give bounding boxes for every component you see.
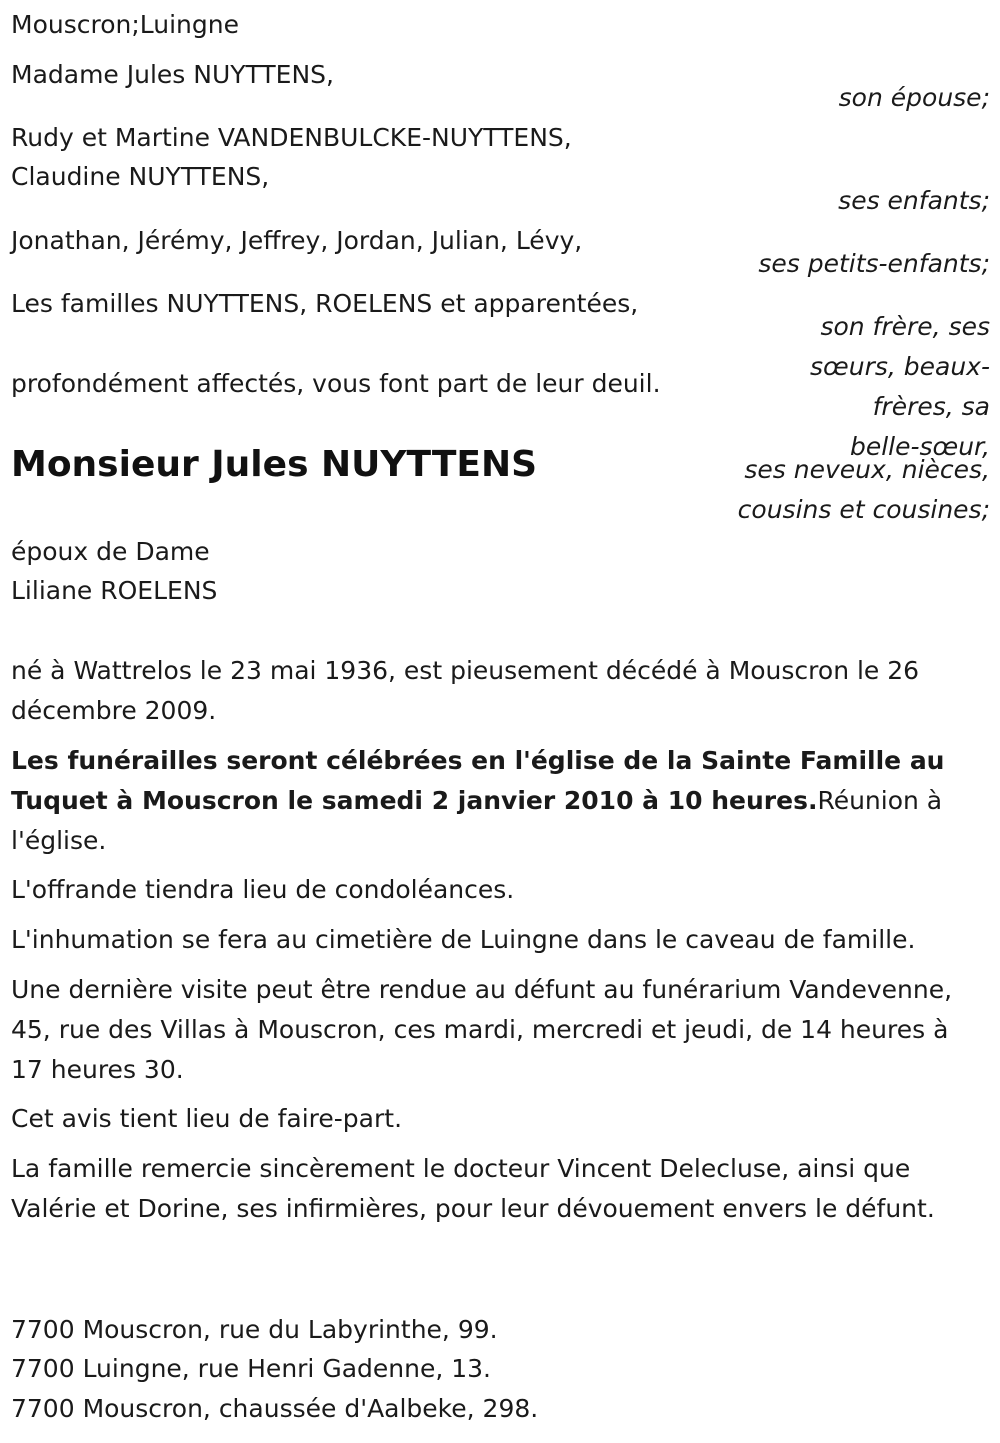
children-line-2: Claudine NUYTTENS, (11, 162, 270, 191)
address-line: 7700 Mouscron, chaussée d'Aalbeke, 298. (11, 1394, 539, 1423)
families-line: Les familles NUYTTENS, ROELENS et apparentées, (11, 289, 639, 318)
grandchildren-names: Jonathan, Jérémy, Jeffrey, Jordan, Julian, Lévy, (11, 226, 583, 255)
offering-text: L'offrande tiendra lieu de condoléances. (11, 875, 515, 904)
cousins-role-line: ses neveux, nièces, (744, 455, 990, 484)
burial-text: L'inhumation se fera au cimetière de Luingne dans le caveau de famille. (11, 925, 916, 954)
address-line: 7700 Mouscron, rue du Labyrinthe, 99. (11, 1315, 498, 1344)
address-line: 7700 Luingne, rue Henri Gadenne, 13. (11, 1354, 491, 1383)
siblings-role-line: sœurs, beaux- (810, 352, 990, 381)
visit-text: Une dernière visite peut être rendue au défunt au funérarium Vandevenne, 45, rue des Villas à Mouscron, ces mardi, mercredi et jeudi, de 14 heures à 17 heures 30. (11, 975, 953, 1084)
cousins-role (738, 450, 990, 530)
deceased-name: Monsieur Jules NUYTTENS (11, 444, 538, 485)
spouse-of-line-2: Liliane ROELENS (11, 576, 218, 605)
location-header: Mouscron;Luingne (11, 10, 239, 39)
announcement: profondément affectés, vous font part de leur deuil. (11, 369, 661, 398)
faire-part-text: Cet avis tient lieu de faire-part. (11, 1104, 403, 1133)
siblings-role-line: son frère, ses (820, 312, 990, 341)
siblings-role-line: frères, sa (872, 392, 990, 421)
cousins-role-line: cousins et cousines; (737, 495, 990, 524)
spouse-role: son épouse; (838, 83, 990, 112)
siblings-role-line: belle-sœur, (849, 432, 990, 461)
birth-death-text: né à Wattrelos le 23 mai 1936, est pieusement décédé à Mouscron le 26 décembre 2009. (11, 656, 920, 725)
grandchildren-role: ses petits-enfants; (758, 249, 990, 278)
funeral-meeting: Réunion à l'église. (11, 786, 943, 855)
children-line-1: Rudy et Martine VANDENBULCKE-NUYTTENS, (11, 123, 572, 152)
thanks-text: La famille remercie sincèrement le docteur Vincent Delecluse, ainsi que Valérie et Dorine, ses infirmières, pour leur dévouement envers le défunt. (11, 1154, 935, 1223)
spouse-name: Madame Jules NUYTTENS, (11, 60, 334, 89)
funeral-paragraph (11, 741, 986, 861)
spouse-of-line-1: époux de Dame (11, 537, 210, 566)
siblings-role (810, 307, 990, 467)
funeral-details: Les funérailles seront célébrées en l'église de la Sainte Famille au Tuquet à Mouscron le samedi 2 janvier 2010 à 10 heures. (11, 746, 945, 815)
children-role: ses enfants; (838, 186, 990, 215)
